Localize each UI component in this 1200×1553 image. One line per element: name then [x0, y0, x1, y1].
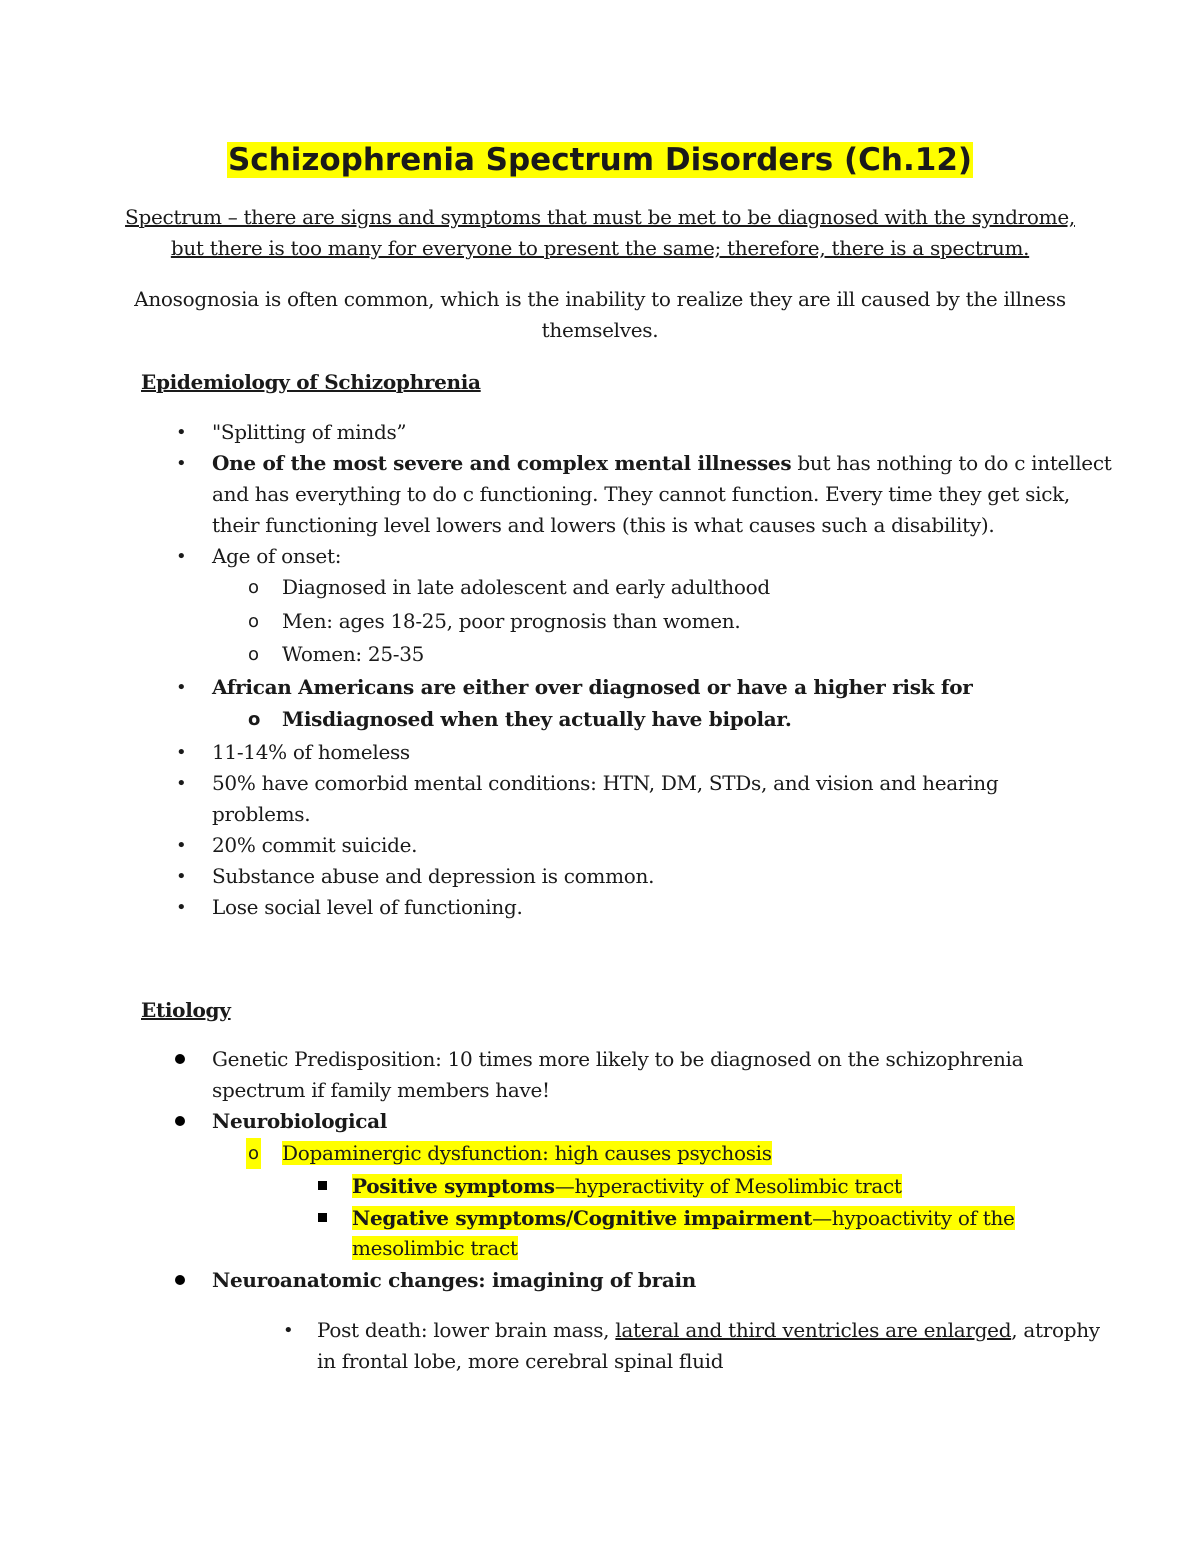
- positive-symptoms-rest: —hyperactivity of Mesolimbic tract: [554, 1174, 902, 1198]
- genetic-line-2: spectrum if family members have!: [212, 1078, 550, 1102]
- page-title-text: Schizophrenia Spectrum Disorders (Ch.12): [227, 142, 973, 178]
- bullet-icon: •: [176, 742, 187, 763]
- negative-symptoms-text: [352, 1206, 1015, 1230]
- hollow-bullet-icon: o: [246, 1138, 261, 1169]
- negative-symptoms-line-2: [352, 1233, 518, 1264]
- square-bullet-icon: [318, 1181, 327, 1190]
- negative-symptoms-line-1: [352, 1203, 1015, 1234]
- anosognosia-line-2: themselves.: [541, 318, 659, 342]
- post-death-ventricles: lateral and third ventricles are enlarged: [615, 1318, 1012, 1342]
- positive-symptoms-text: [352, 1174, 902, 1198]
- positive-symptoms: [352, 1171, 902, 1202]
- onset-item: Women: 25-35: [282, 642, 425, 666]
- post-death-line-2: in frontal lobe, more cerebral spinal fluid: [317, 1349, 724, 1373]
- negative-symptoms-rest: —hypoactivity of the: [812, 1206, 1015, 1230]
- genetic-line-1: Genetic Predisposition: 10 times more likely to be diagnosed on the schizophrenia: [212, 1047, 1024, 1071]
- comorbid-line-2: problems.: [212, 802, 311, 826]
- post-death-a: Post death: lower brain mass,: [317, 1318, 616, 1342]
- hollow-bullet-icon: o: [248, 709, 261, 730]
- comorbid-line-1: 50% have comorbid mental conditions: HTN, DM, STDs, and vision and hearing: [212, 771, 999, 795]
- dopaminergic: [282, 1138, 772, 1169]
- severe-illness-line-1: [212, 448, 1111, 479]
- bullet-icon: •: [176, 897, 187, 918]
- dopaminergic-text: Dopaminergic dysfunction: high causes psychosis: [282, 1141, 772, 1165]
- bullet-icon: •: [176, 677, 187, 698]
- bullet-icon: •: [176, 773, 187, 794]
- severe-illness-bold: One of the most severe and complex mental illnesses: [212, 451, 792, 475]
- hollow-bullet-icon: o: [248, 577, 259, 598]
- negative-symptoms-line-2-text: mesolimbic tract: [352, 1236, 518, 1260]
- negative-symptoms-bold: Negative symptoms/Cognitive impairment: [352, 1206, 813, 1230]
- bullet-icon: •: [283, 1320, 294, 1341]
- post-death-b: , atrophy: [1011, 1318, 1100, 1342]
- neuroanatomic-changes: Neuroanatomic changes: imagining of brain: [212, 1268, 697, 1292]
- social-functioning: Lose social level of functioning.: [212, 895, 523, 919]
- bullet-dot-icon: [175, 1116, 185, 1126]
- page-title: [0, 138, 1200, 182]
- post-death-line-1: [317, 1315, 1100, 1346]
- spectrum-definition-line-2: but there is too many for everyone to present the same; therefore, there is a spectrum.: [170, 236, 1030, 260]
- hollow-bullet-icon: o: [248, 611, 259, 632]
- bullet-icon: •: [176, 546, 187, 567]
- spectrum-definition-line-1: Spectrum – there are signs and symptoms that must be met to be diagnosed with the syndrome,: [125, 205, 1075, 229]
- neurobiological: Neurobiological: [212, 1109, 388, 1133]
- bullet-dot-icon: [175, 1275, 185, 1285]
- homeless-stat: 11-14% of homeless: [212, 740, 410, 764]
- severe-illness-line-3: their functioning level lowers and lowers (this is what causes such a disability).: [212, 513, 995, 537]
- epidemiology-heading: Epidemiology of Schizophrenia: [141, 370, 481, 394]
- bullet-icon: •: [176, 866, 187, 887]
- positive-symptoms-bold: Positive symptoms: [352, 1174, 555, 1198]
- etiology-heading: Etiology: [141, 998, 231, 1022]
- bullet-dot-icon: [175, 1054, 185, 1064]
- bullet-icon: •: [176, 835, 187, 856]
- onset-item: Men: ages 18-25, poor prognosis than women.: [282, 609, 741, 633]
- square-bullet-icon: [318, 1213, 327, 1222]
- hollow-bullet-icon: o: [248, 644, 259, 665]
- severe-illness-rest: but has nothing to do c intellect: [791, 451, 1112, 475]
- age-of-onset: Age of onset:: [212, 544, 342, 568]
- substance-abuse: Substance abuse and depression is common.: [212, 864, 655, 888]
- suicide-stat: 20% commit suicide.: [212, 833, 418, 857]
- bullet-icon: •: [176, 422, 187, 443]
- severe-illness-line-2: and has everything to do c functioning. They cannot function. Every time they get sick,: [212, 482, 1070, 506]
- misdiagnosed: Misdiagnosed when they actually have bipolar.: [282, 707, 792, 731]
- anosognosia-line-1: Anosognosia is often common, which is the inability to realize they are ill caused by the illness: [134, 287, 1066, 311]
- bullet-icon: •: [176, 453, 187, 474]
- onset-item: Diagnosed in late adolescent and early adulthood: [282, 575, 770, 599]
- african-americans: African Americans are either over diagnosed or have a higher risk for: [212, 675, 973, 699]
- splitting-of-minds: "Splitting of minds”: [212, 420, 407, 444]
